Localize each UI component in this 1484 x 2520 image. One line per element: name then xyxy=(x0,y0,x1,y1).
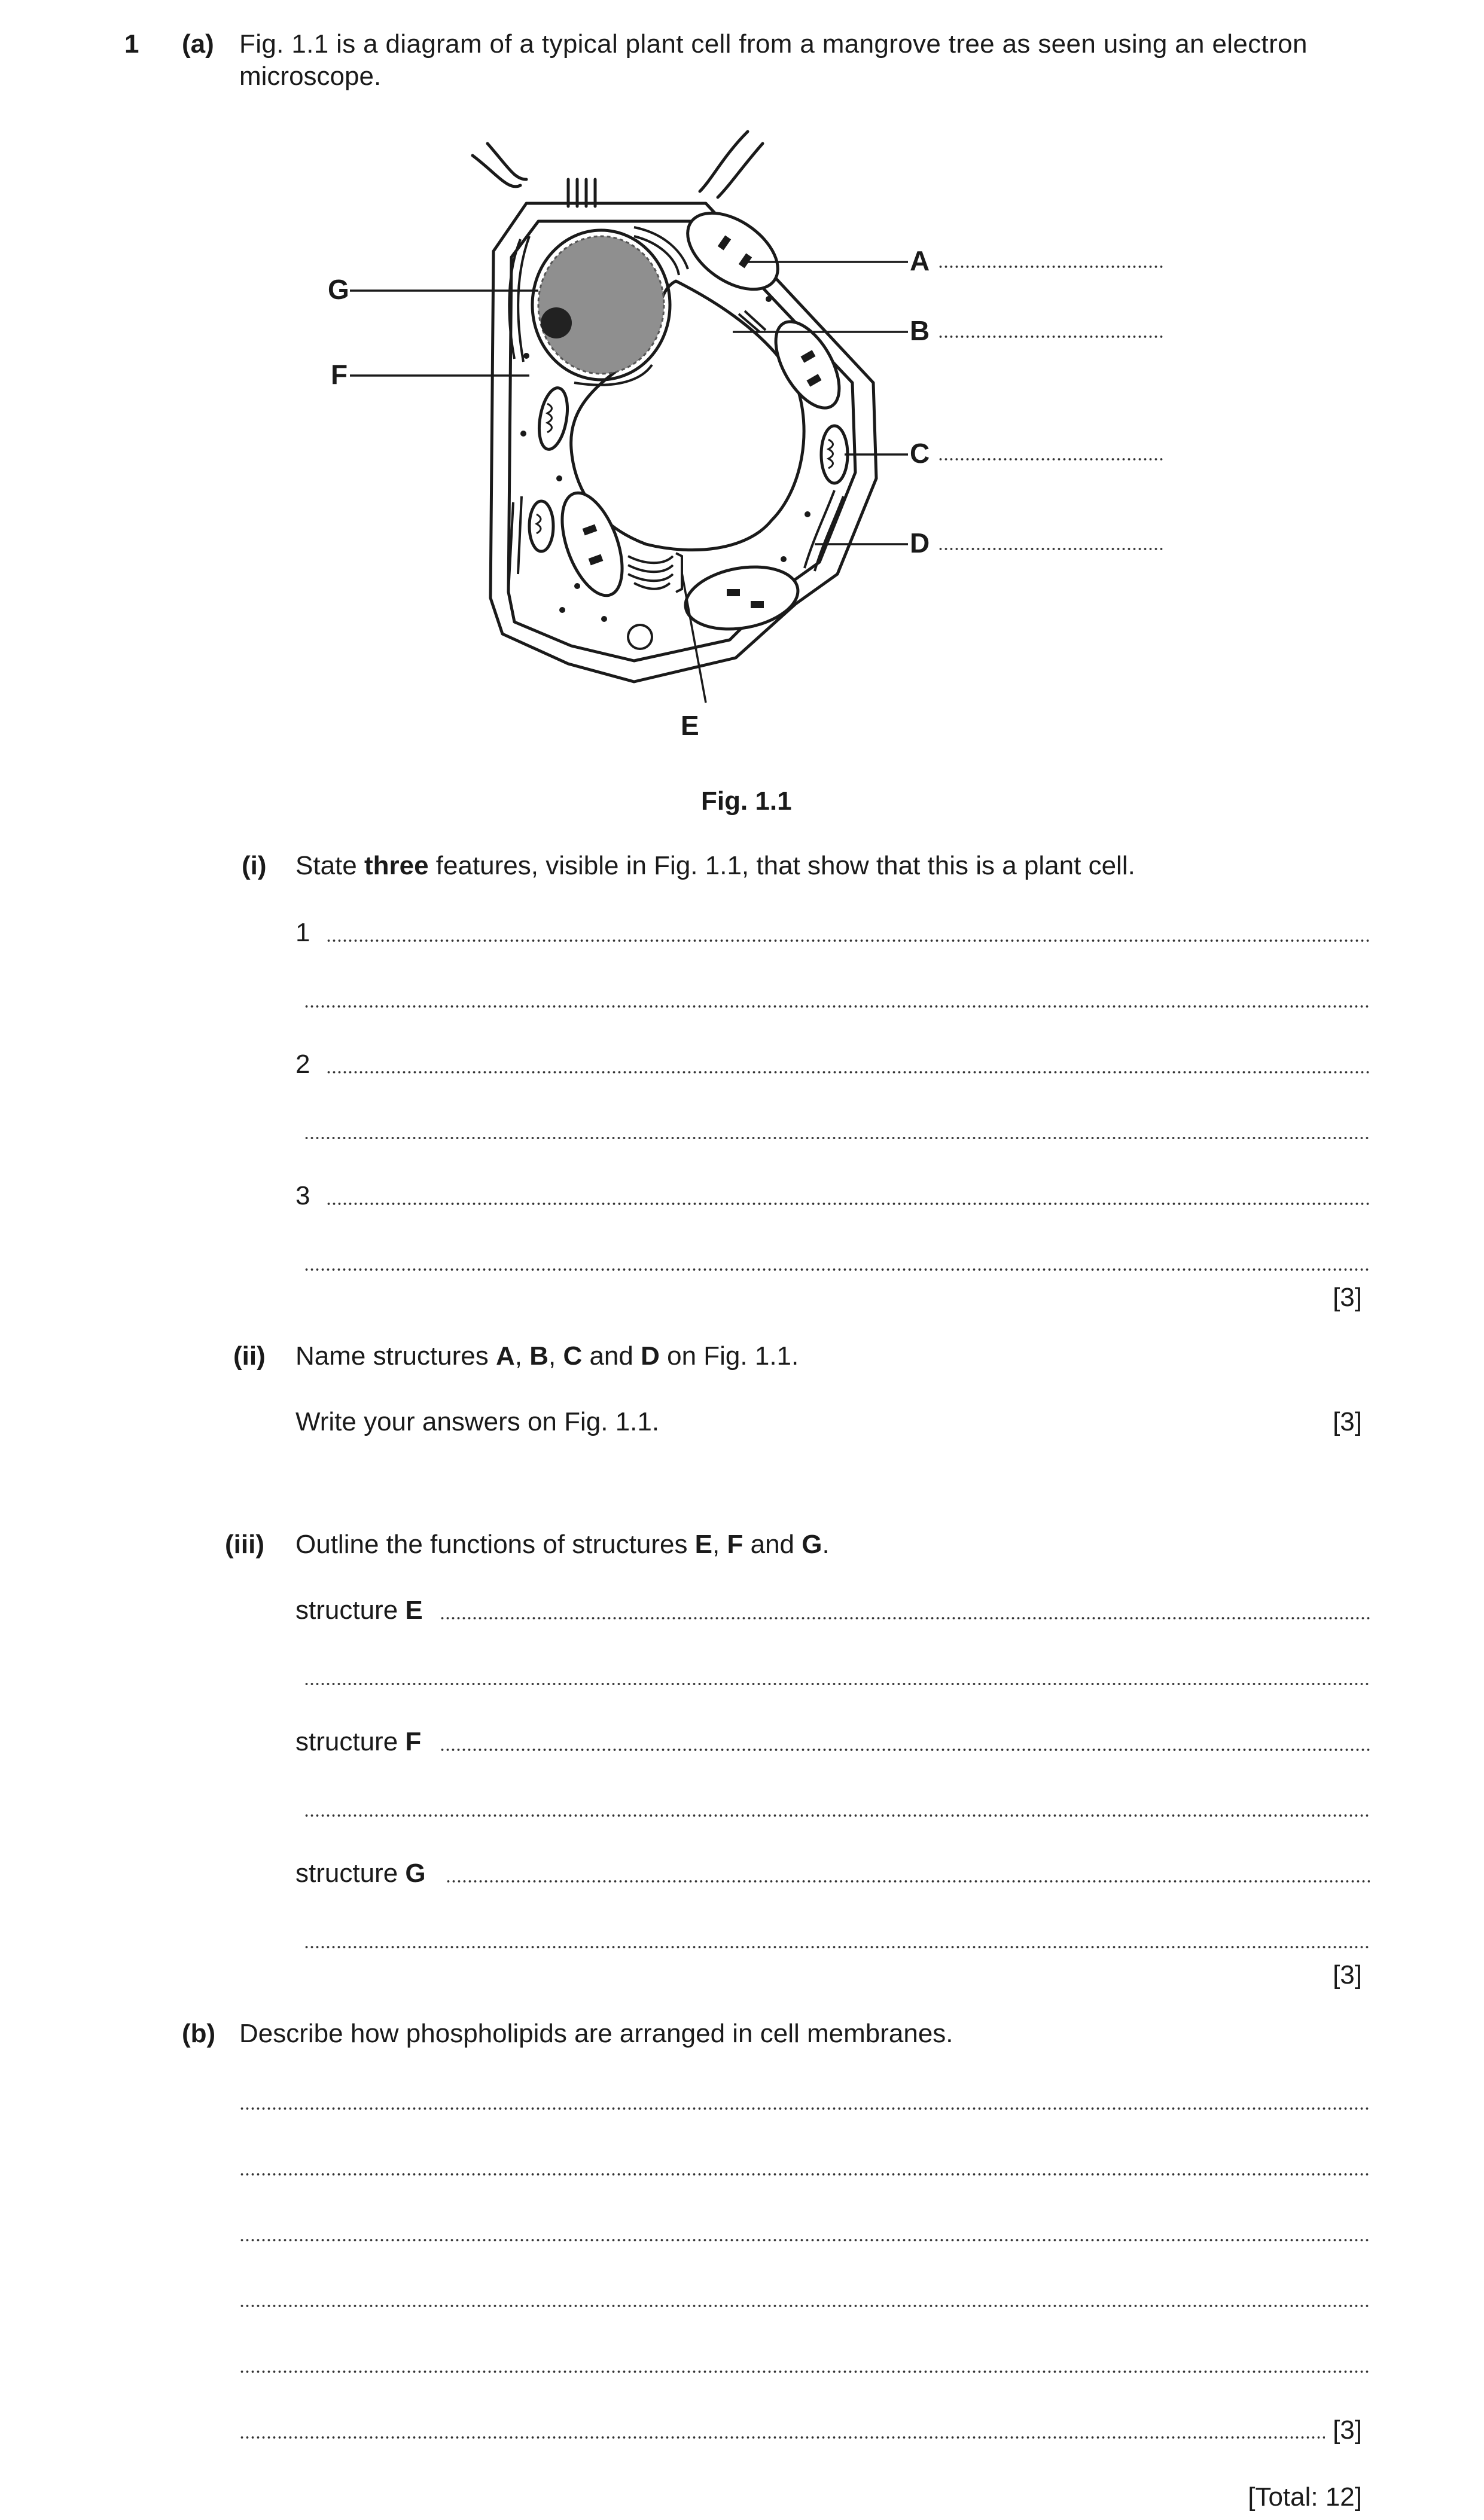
structure-F-label: structure F xyxy=(295,1727,422,1756)
label-C: C xyxy=(910,438,930,469)
part-a-intro-line1: Fig. 1.1 is a diagram of a typical plant cell from a mangrove tree as seen using an electron xyxy=(239,29,1308,59)
answer-line-i1b[interactable] xyxy=(304,1005,1370,1008)
marks-i: [3] xyxy=(1333,1283,1362,1312)
label-A: A xyxy=(910,245,930,276)
answer-line-C[interactable] xyxy=(938,457,1165,461)
answer-line-F-a[interactable] xyxy=(440,1748,1370,1752)
figure-caption: Fig. 1.1 xyxy=(701,786,792,816)
label-G: G xyxy=(328,274,349,305)
answer-line-F-b[interactable] xyxy=(304,1814,1370,1817)
answer-line-i1a[interactable] xyxy=(326,939,1370,942)
question-number: 1 xyxy=(124,29,139,59)
label-D: D xyxy=(910,527,930,559)
plant-cell-diagram xyxy=(0,0,1484,777)
sub-i-label: (i) xyxy=(242,851,267,880)
label-E: E xyxy=(681,710,699,741)
answer-line-G-a[interactable] xyxy=(446,1880,1370,1883)
answer-line-b6[interactable] xyxy=(239,2436,1325,2439)
answer-line-b3[interactable] xyxy=(239,2238,1370,2242)
answer-line-i2a[interactable] xyxy=(326,1070,1370,1074)
part-a-intro-line2: microscope. xyxy=(239,62,382,91)
answer-line-D[interactable] xyxy=(938,547,1165,551)
answer-line-E-b[interactable] xyxy=(304,1682,1370,1686)
marks-iii: [3] xyxy=(1333,1960,1362,1990)
part-b-question: Describe how phospholipids are arranged in cell membranes. xyxy=(239,2019,953,2048)
answer-line-B[interactable] xyxy=(938,335,1165,338)
item-number-1: 1 xyxy=(295,918,310,947)
total-marks: [Total: 12] xyxy=(1248,2482,1362,2512)
sub-ii-label: (ii) xyxy=(233,1341,266,1371)
answer-line-b1[interactable] xyxy=(239,2107,1370,2110)
answer-line-i3b[interactable] xyxy=(304,1268,1370,1271)
sub-ii-question: Name structures A, B, C and D on Fig. 1.1. xyxy=(295,1341,799,1371)
answer-line-b2[interactable] xyxy=(239,2173,1370,2176)
part-a-label: (a) xyxy=(182,29,214,59)
answer-line-E-a[interactable] xyxy=(440,1616,1370,1620)
marks-ii: [3] xyxy=(1333,1407,1362,1436)
sub-iii-question: Outline the functions of structures E, F and G. xyxy=(295,1530,830,1559)
sub-ii-instruction: Write your answers on Fig. 1.1. xyxy=(295,1407,660,1436)
marks-b: [3] xyxy=(1333,2415,1362,2445)
structure-E-label: structure E xyxy=(295,1595,423,1625)
label-F: F xyxy=(331,359,348,390)
answer-line-b4[interactable] xyxy=(239,2304,1370,2308)
structure-G-label: structure G xyxy=(295,1859,426,1888)
answer-line-i2b[interactable] xyxy=(304,1136,1370,1140)
answer-line-b5[interactable] xyxy=(239,2370,1370,2373)
part-b-label: (b) xyxy=(182,2019,216,2048)
label-B: B xyxy=(910,315,930,346)
sub-i-question: State three features, visible in Fig. 1.1, that show that this is a plant cell. xyxy=(295,851,1135,880)
answer-line-G-b[interactable] xyxy=(304,1945,1370,1949)
answer-line-A[interactable] xyxy=(938,265,1165,269)
sub-iii-label: (iii) xyxy=(225,1530,264,1559)
answer-line-i3a[interactable] xyxy=(326,1202,1370,1206)
item-number-2: 2 xyxy=(295,1050,310,1079)
item-number-3: 3 xyxy=(295,1181,310,1210)
